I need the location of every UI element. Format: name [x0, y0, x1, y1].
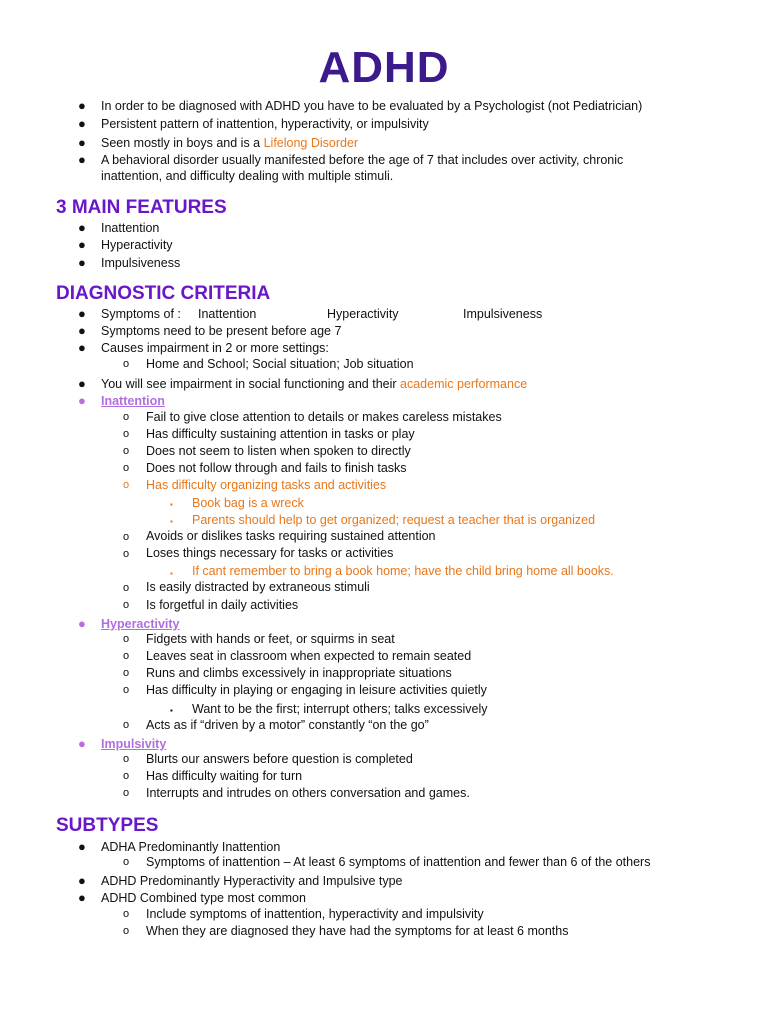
- circle-marker: o: [123, 633, 130, 645]
- square-marker: ▪: [170, 500, 173, 509]
- circle-marker: o: [123, 531, 130, 543]
- hyperactivity-item: Fidgets with hands or feet, or squirms in seat: [146, 632, 395, 646]
- intro-item-continued: inattention, and difficulty dealing with multiple stimuli.: [101, 169, 394, 183]
- inattention-link[interactable]: Inattention: [101, 394, 165, 408]
- social-text: You will see impairment in social functioning and their: [101, 377, 401, 391]
- bullet-marker: ●: [78, 736, 86, 751]
- bullet-marker: ●: [78, 323, 86, 338]
- symptoms-label: Symptoms of :: [101, 307, 181, 321]
- circle-marker: o: [123, 462, 130, 474]
- criteria-heading: DIAGNOSTIC CRITERIA: [56, 283, 271, 304]
- symptom-impulsiveness: Impulsiveness: [463, 307, 543, 321]
- circle-marker: o: [123, 753, 130, 765]
- circle-marker: o: [123, 650, 130, 662]
- hyperactivity-item: Has difficulty in playing or engaging in leisure activities quietly: [146, 683, 487, 697]
- intro-text: Seen mostly in boys and is a: [101, 136, 264, 150]
- intro-item: [101, 136, 358, 151]
- bullet-marker: ●: [78, 237, 86, 252]
- page-title: ADHD: [318, 43, 450, 92]
- circle-marker: o: [123, 787, 130, 799]
- circle-marker: o: [123, 684, 130, 696]
- bullet-marker: ●: [78, 116, 86, 131]
- impulsivity-item: Interrupts and intrudes on others conversation and games.: [146, 786, 470, 800]
- circle-marker: o: [123, 856, 130, 868]
- bullet-marker: ●: [78, 220, 86, 235]
- bullet-marker: ●: [78, 340, 86, 355]
- inattention-item: Avoids or dislikes tasks requiring sustained attention: [146, 529, 436, 543]
- subtype-item: ADHA Predominantly Inattention: [101, 840, 281, 854]
- inattention-item: Does not seem to listen when spoken to directly: [146, 444, 411, 458]
- subtypes-heading: SUBTYPES: [56, 815, 159, 836]
- circle-marker: o: [123, 925, 130, 937]
- inattention-subitem: If cant remember to bring a book home; have the child bring home all books.: [192, 564, 614, 578]
- inattention-item: Is forgetful in daily activities: [146, 598, 299, 612]
- intro-item: In order to be diagnosed with ADHD you have to be evaluated by a Psychologist (not Pediatrician): [101, 99, 643, 113]
- hyperactivity-link[interactable]: Hyperactivity: [101, 617, 180, 631]
- bullet-marker: ●: [78, 873, 86, 888]
- symptoms-of: [101, 307, 543, 322]
- symptom-inattention: Inattention: [198, 307, 257, 321]
- circle-marker: o: [123, 599, 130, 611]
- criteria-item: Symptoms need to be present before age 7: [101, 324, 342, 338]
- feature-item: Impulsiveness: [101, 256, 181, 270]
- academic-highlight: academic performance: [400, 377, 528, 391]
- inattention-item: Does not follow through and fails to finish tasks: [146, 461, 407, 475]
- square-marker: ▪: [170, 706, 173, 715]
- inattention-item: Has difficulty sustaining attention in tasks or play: [146, 427, 415, 441]
- lifelong-highlight: Lifelong Disorder: [263, 136, 359, 150]
- subtype-subitem: When they are diagnosed they have had the symptoms for at least 6 months: [146, 924, 569, 938]
- intro-item: A behavioral disorder usually manifested before the age of 7 that includes over activity, chronic: [101, 153, 624, 167]
- circle-marker: o: [123, 719, 130, 731]
- circle-marker: o: [123, 582, 130, 594]
- inattention-item: Is easily distracted by extraneous stimuli: [146, 580, 370, 594]
- impulsivity-link[interactable]: Impulsivity: [101, 737, 167, 751]
- square-marker: ▪: [170, 569, 173, 578]
- impulsivity-item: Has difficulty waiting for turn: [146, 769, 303, 783]
- circle-marker: o: [123, 908, 130, 920]
- circle-marker: o: [123, 770, 130, 782]
- inattention-item: Loses things necessary for tasks or activities: [146, 546, 394, 560]
- feature-item: Inattention: [101, 221, 160, 235]
- subtype-item: ADHD Predominantly Hyperactivity and Impulsive type: [101, 874, 403, 888]
- bullet-marker: ●: [78, 616, 86, 631]
- circle-marker: o: [123, 548, 130, 560]
- inattention-subitem: Book bag is a wreck: [192, 496, 304, 510]
- impulsivity-item: Blurts our answers before question is completed: [146, 752, 413, 766]
- hyperactivity-subitem: Want to be the first; interrupt others; talks excessively: [192, 702, 488, 716]
- bullet-marker: ●: [78, 255, 86, 270]
- inattention-item: Has difficulty organizing tasks and activities: [146, 478, 387, 492]
- subtype-item: ADHD Combined type most common: [101, 891, 306, 905]
- circle-marker: o: [123, 428, 130, 440]
- intro-item: Persistent pattern of inattention, hyperactivity, or impulsivity: [101, 117, 429, 131]
- inattention-subitem: Parents should help to get organized; request a teacher that is organized: [192, 513, 596, 527]
- bullet-marker: ●: [78, 393, 86, 408]
- bullet-marker: ●: [78, 152, 86, 167]
- bullet-marker: ●: [78, 890, 86, 905]
- square-marker: ▪: [170, 517, 173, 526]
- hyperactivity-item: Runs and climbs excessively in inappropriate situations: [146, 666, 452, 680]
- bullet-marker: ●: [78, 98, 86, 113]
- hyperactivity-item: Leaves seat in classroom when expected to remain seated: [146, 649, 472, 663]
- hyperactivity-item: Acts as if “driven by a motor” constantly “on the go”: [146, 718, 429, 732]
- settings-item: Home and School; Social situation; Job situation: [146, 357, 414, 371]
- bullet-marker: ●: [78, 306, 86, 321]
- circle-marker: o: [123, 479, 130, 491]
- bullet-marker: ●: [78, 839, 86, 854]
- circle-marker: o: [123, 667, 130, 679]
- subtype-subitem: Include symptoms of inattention, hyperactivity and impulsivity: [146, 907, 484, 921]
- circle-marker: o: [123, 411, 130, 423]
- bullet-marker: ●: [78, 135, 86, 150]
- subtype-subitem: Symptoms of inattention – At least 6 symptoms of inattention and fewer than 6 of the others: [146, 855, 651, 869]
- circle-marker: o: [123, 445, 130, 457]
- inattention-item: Fail to give close attention to details or makes careless mistakes: [146, 410, 502, 424]
- feature-item: Hyperactivity: [101, 238, 173, 252]
- symptom-hyperactivity: Hyperactivity: [327, 307, 399, 321]
- circle-marker: o: [123, 358, 130, 370]
- criteria-item: Causes impairment in 2 or more settings:: [101, 341, 329, 355]
- bullet-marker: ●: [78, 376, 86, 391]
- criteria-item: [101, 377, 527, 392]
- features-heading: 3 MAIN FEATURES: [56, 197, 227, 218]
